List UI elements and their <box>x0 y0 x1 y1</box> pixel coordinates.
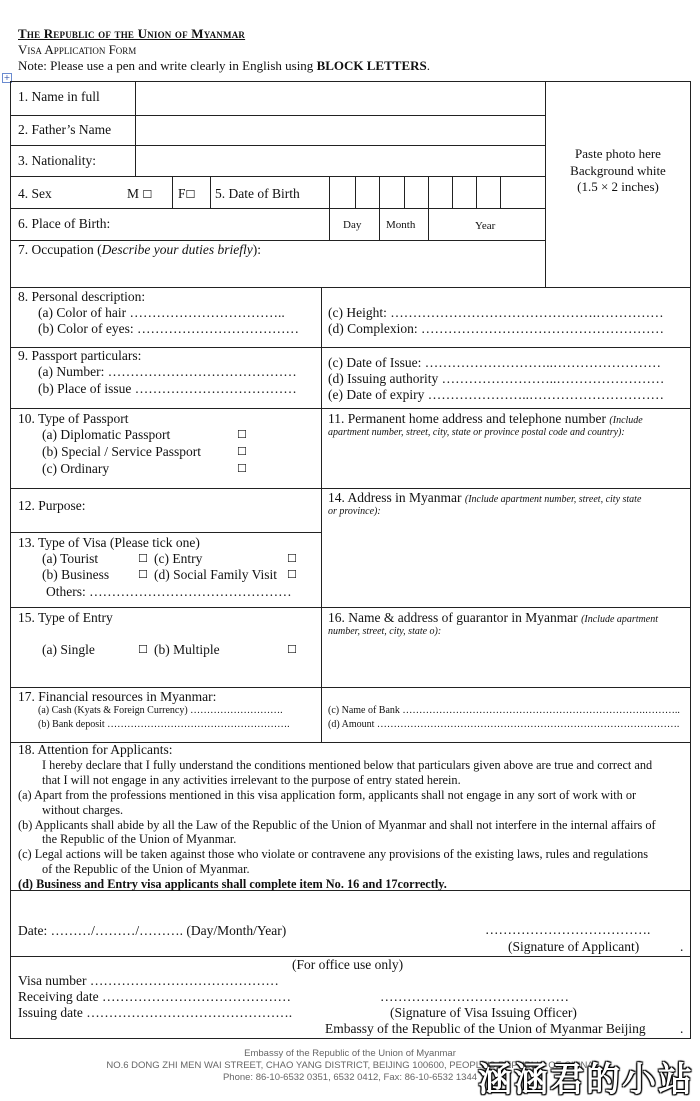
single-entry-label: (a) Single <box>42 642 95 657</box>
visa-type-label: 13. Type of Visa (Please tick one) <box>18 535 200 550</box>
footer-embassy: Embassy of the Republic of the Union of Myanmar <box>244 1048 456 1059</box>
multiple-entry-checkbox-icon[interactable]: ☐ <box>287 643 297 656</box>
day-label: Day <box>343 219 362 231</box>
diplomatic-passport-label: (a) Diplomatic Passport <box>42 427 171 442</box>
year-label: Year <box>475 220 496 232</box>
passport-issue-date-field[interactable]: (c) Date of Issue: ………………………..…………………… <box>328 355 661 370</box>
entry-visa-label: (c) Entry <box>154 551 203 566</box>
business-visa-label: (b) Business <box>42 567 110 582</box>
officer-signature-line[interactable]: …………………………………… <box>380 989 569 1004</box>
passport-particulars-label: 9. Passport particulars: <box>18 348 142 363</box>
occupation-label <box>18 242 261 258</box>
note-end: . <box>426 58 430 73</box>
photo-box[interactable] <box>546 146 690 196</box>
form-title: Visa Application Form <box>18 42 137 57</box>
month-label: Month <box>386 219 416 231</box>
height-field[interactable]: (c) Height: ……………………………………….…………… <box>328 305 664 320</box>
sex-male-label: M <box>127 186 140 201</box>
instruction-note <box>18 58 430 74</box>
home-address-text: 11. Permanent home address and telephone number <box>328 411 610 426</box>
sex-female-label: F <box>178 186 186 201</box>
home-address-label <box>328 411 643 427</box>
father-name-label: 2. Father’s Name <box>18 122 112 137</box>
attention-section <box>18 743 688 892</box>
occupation-text: 7. Occupation ( <box>18 242 102 257</box>
male-checkbox-icon[interactable]: ☐ <box>142 188 153 201</box>
applicant-trailing-dot: . <box>680 939 684 954</box>
amount-field[interactable]: (d) Amount ………………………………………………………………………………. <box>328 719 680 730</box>
note-text: Note: Please use a pen and write clearly in English using <box>18 58 317 73</box>
note-emphasis: BLOCK LETTERS <box>316 58 427 73</box>
guarantor-label <box>328 610 658 626</box>
occupation-close: ): <box>252 242 261 257</box>
name-label: 1. Name in full <box>18 89 100 104</box>
bank-deposit-field[interactable]: (b) Bank deposit ………………………………………………. <box>38 719 290 730</box>
office-trailing-dot: . <box>680 1021 684 1036</box>
ordinary-checkbox-icon[interactable]: ☐ <box>237 462 247 475</box>
condition-c-line-2: of the Republic of the Union of Myanmar. <box>42 862 250 877</box>
sex-label: 4. Sex <box>18 186 52 201</box>
office-use-label: (For office use only) <box>292 957 404 972</box>
financial-resources-label: 17. Financial resources in Myanmar: <box>18 689 217 704</box>
condition-d: (d) Business and Entry visa applicants shall complete item No. 16 and 17correctly. <box>18 877 447 892</box>
guarantor-text: 16. Name & address of guarantor in Myanmar <box>328 610 582 625</box>
date-field[interactable]: Date: ………/………/………. (Day/Month/Year) <box>18 923 287 938</box>
cash-field[interactable]: (a) Cash (Kyats & Foreign Currency) ………………………. <box>38 705 283 716</box>
photo-line-2: Background white <box>570 162 666 178</box>
visa-number-field[interactable]: Visa number …………………………………… <box>18 973 279 988</box>
passport-expiry-field[interactable]: (e) Date of expiry …………………..………………………… <box>328 387 664 402</box>
dob-label: 5. Date of Birth <box>215 186 300 201</box>
complexion-field[interactable]: (d) Complexion: ……………………………………………… <box>328 321 664 336</box>
occupation-hint: Describe your duties briefly <box>101 242 253 257</box>
nationality-label: 3. Nationality: <box>18 153 96 168</box>
myanmar-address-label <box>328 490 641 506</box>
passport-type-label: 10. Type of Passport <box>18 411 129 426</box>
tourist-visa-label: (a) Tourist <box>42 551 99 566</box>
single-entry-checkbox-icon[interactable]: ☐ <box>138 643 148 656</box>
entry-visa-checkbox-icon[interactable]: ☐ <box>287 552 297 565</box>
passport-number-field[interactable]: (a) Number: …………………………………… <box>38 364 297 379</box>
republic-heading: The Republic of the Union of Myanmar <box>18 26 246 41</box>
sex-male-option[interactable] <box>127 186 152 202</box>
social-visit-label: (d) Social Family Visit <box>154 567 278 582</box>
purpose-label: 12. Purpose: <box>18 498 86 513</box>
home-address-hint: (Include <box>609 415 643 426</box>
watermark: 涵涵君的小站 <box>478 1060 694 1100</box>
footer-phone: Phone: 86-10-6532 0351, 6532 0412, Fax: 86-10-6532 1344 <box>222 1072 478 1083</box>
multiple-entry-label: (b) Multiple <box>154 642 220 657</box>
home-address-hint-2: apartment number, street, city, state or province postal code and country): <box>328 427 625 438</box>
condition-a-line-2: without charges. <box>42 802 124 817</box>
other-visa-field[interactable]: Others: ……………………………………… <box>46 584 292 599</box>
condition-b-line-2: the Republic of the Union of Myanmar. <box>42 832 237 847</box>
condition-c-line-1: (c) Legal actions will be taken against those who violate or contravene any provisions of the existing laws, rules and regulations <box>18 847 649 862</box>
condition-a-line-1: (a) Apart from the professions mentioned in this visa application form, applicants shall not engage in any sort of work with or <box>18 787 637 802</box>
officer-signature-label: (Signature of Visa Issuing Officer) <box>390 1005 577 1020</box>
social-visit-checkbox-icon[interactable]: ☐ <box>287 568 297 581</box>
guarantor-hint: (Include apartment <box>581 614 658 625</box>
table-move-handle-icon[interactable]: + <box>3 73 11 82</box>
receiving-date-field[interactable]: Receiving date …………………………………… <box>18 989 291 1004</box>
personal-description-label: 8. Personal description: <box>18 289 146 304</box>
eye-color-field[interactable]: (b) Color of eyes: ……………………………… <box>38 321 299 336</box>
entry-type-label: 15. Type of Entry <box>18 610 113 625</box>
tourist-checkbox-icon[interactable]: ☐ <box>138 552 148 565</box>
myanmar-address-text: 14. Address in Myanmar <box>328 490 465 505</box>
condition-b-line-1: (b) Applicants shall abide by all the Law of the Republic of the Union of Myanmar and shall not interfere in the internal affairs of <box>18 817 656 832</box>
embassy-name: Embassy of the Republic of the Union of Myanmar Beijing <box>325 1021 646 1036</box>
service-checkbox-icon[interactable]: ☐ <box>237 445 247 458</box>
guarantor-hint-2: number, street, city, state o): <box>328 626 442 637</box>
diplomatic-checkbox-icon[interactable]: ☐ <box>237 428 247 441</box>
place-of-birth-label: 6. Place of Birth: <box>18 216 111 231</box>
declaration-line-2: that I will not engage in any activities irrelevant to the purpose of entry stated herein. <box>42 772 461 787</box>
photo-line-3: (1.5 × 2 inches) <box>577 179 659 194</box>
sex-female-option[interactable] <box>178 186 195 202</box>
passport-place-field[interactable]: (b) Place of issue ……………………………… <box>38 381 297 396</box>
hair-color-field[interactable]: (a) Color of hair …………………………….. <box>38 305 285 320</box>
applicant-signature-line[interactable]: ………………………………. <box>485 922 651 937</box>
declaration-line-1: I hereby declare that I fully understand the conditions mentioned below that particulars given above are true and correct and <box>42 757 653 772</box>
applicant-signature-label: (Signature of Applicant) <box>508 939 640 954</box>
myanmar-address-hint: (Include apartment number, street, city state <box>464 494 642 505</box>
ordinary-passport-label: (c) Ordinary <box>42 461 110 476</box>
bank-name-field[interactable]: (c) Name of Bank ……………………………………………………………….……….. <box>328 705 680 716</box>
photo-line-1: Paste photo here <box>575 146 661 161</box>
issuing-date-field[interactable]: Issuing date ………………………………………. <box>18 1005 293 1020</box>
passport-authority-field[interactable]: (d) Issuing authority ……………………..…………………… <box>328 371 665 386</box>
female-checkbox-icon[interactable]: ☐ <box>185 188 196 201</box>
business-checkbox-icon[interactable]: ☐ <box>138 568 148 581</box>
service-passport-label: (b) Special / Service Passport <box>42 444 201 459</box>
footer-address: NO.6 DONG ZHI MEN WAI STREET, CHAO YANG DISTRICT, BEIJING 100600, PEOPLE'S REPUBLIC OF CHINA <box>106 1060 594 1071</box>
myanmar-address-hint-2: or province): <box>328 506 381 517</box>
attention-label: 18. Attention for Applicants: <box>18 742 173 757</box>
